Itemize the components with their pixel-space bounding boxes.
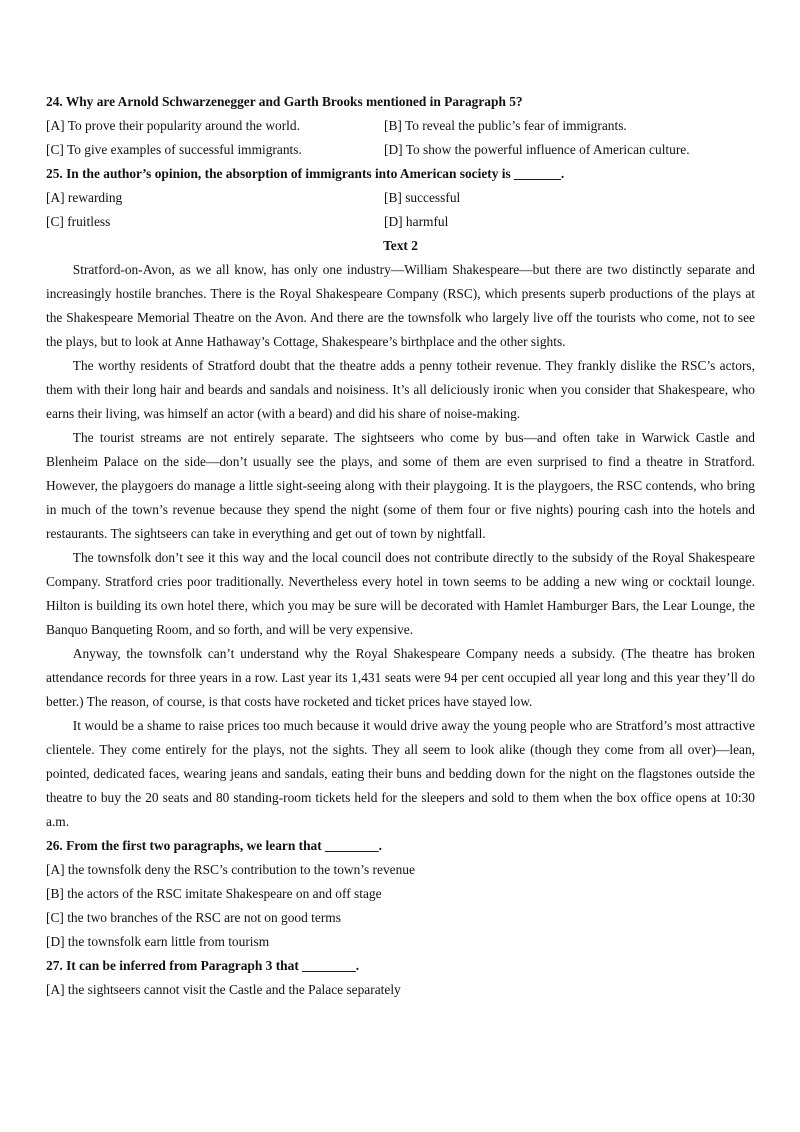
question-26-option-d: [D] the townsfolk earn little from tourism <box>46 934 270 949</box>
question-25-stem: 25. In the author’s opinion, the absorption of immigrants into American society is _______. <box>46 166 565 181</box>
text-2-paragraph-4: The townsfolk don’t see it this way and the local council does not contribute directly to the subsidy of the Royal Shakespeare Company. Stratford cries poor traditionally. Nevertheless every hotel in town seems to be adding a new wing or cocktail lounge. Hilton is building its own hotel there, which you may be sure will be decorated with Hamlet Hamburger Bars, the Lear Lounge, the Banquo Banqueting Room, and so forth, and will be very expensive. <box>46 550 755 637</box>
question-25-options-row-2 <box>46 210 755 234</box>
question-25-option-d: [D] harmful <box>384 214 449 229</box>
question-24-stem: 24. Why are Arnold Schwarzenegger and Garth Brooks mentioned in Paragraph 5? <box>46 94 523 109</box>
text-2-paragraph-1: Stratford-on-Avon, as we all know, has only one industry—William Shakespeare—but there are two distinctly separate and increasingly hostile branches. There is the Royal Shakespeare Company (RSC), which presents superb productions of the plays at the Shakespeare Memorial Theatre on the Avon. And there are the townsfolk who largely live off the tourists who come, not to see the plays, but to look at Anne Hathaway’s Cottage, Shakespeare’s birthplace and the other sights. <box>46 262 755 349</box>
text-2-title: Text 2 <box>383 238 418 253</box>
exam-page <box>46 90 755 1002</box>
question-25-option-c: [C] fruitless <box>46 214 111 229</box>
text-2-paragraph-5: Anyway, the townsfolk can’t understand why the Royal Shakespeare Company needs a subsidy. (The theatre has broken attendance records for three years in a row. Last year its 1,431 seats were 94 per cent occupied all year long and this year they’ll do better.) The reason, of course, is that costs have rocketed and ticket prices have stayed low. <box>46 646 755 709</box>
question-25-options-row-1 <box>46 186 755 210</box>
question-26-stem: 26. From the first two paragraphs, we learn that ________. <box>46 838 382 853</box>
text-2-paragraph-6: It would be a shame to raise prices too much because it would drive away the young people who are Stratford’s most attractive clientele. They come entirely for the plays, not the sights. They all seem to look alike (though they come from all over)—lean, pointed, dedicated faces, wearing jeans and sandals, eating their buns and bedding down for the night on the flagstones outside the theatre to buy the 20 seats and 80 standing-room tickets held for the sleepers and sold to them when the box office opens at 10:30 a.m. <box>46 718 755 829</box>
question-26-option-c: [C] the two branches of the RSC are not on good terms <box>46 910 341 925</box>
question-26-option-a: [A] the townsfolk deny the RSC’s contribution to the town’s revenue <box>46 862 415 877</box>
question-24-option-b: [B] To reveal the public’s fear of immigrants. <box>384 118 627 133</box>
question-25-option-b: [B] successful <box>384 190 461 205</box>
question-24-option-d: [D] To show the powerful influence of American culture. <box>384 142 690 157</box>
question-26-option-b: [B] the actors of the RSC imitate Shakespeare on and off stage <box>46 886 382 901</box>
question-27-stem: 27. It can be inferred from Paragraph 3 that ________. <box>46 958 360 973</box>
question-24-option-c: [C] To give examples of successful immigrants. <box>46 142 302 157</box>
question-27-option-a: [A] the sightseers cannot visit the Castle and the Palace separately <box>46 982 401 997</box>
question-24-options-row-2 <box>46 138 755 162</box>
text-2-paragraph-3: The tourist streams are not entirely separate. The sightseers who come by bus—and often take in Warwick Castle and Blenheim Palace on the side—don’t usually see the plays, and some of them are even surprised to find a theatre in Stratford. However, the playgoers do manage a little sight-seeing along with their playgoing. It is the playgoers, the RSC contends, who bring in much of the town’s revenue because they spend the night (some of them four or five nights) pouring cash into the hotels and restaurants. The sightseers can take in everything and get out of town by nightfall. <box>46 430 755 541</box>
question-24-options-row-1 <box>46 114 755 138</box>
text-2-paragraph-2: The worthy residents of Stratford doubt that the theatre adds a penny totheir revenue. They frankly dislike the RSC’s actors, them with their long hair and beards and sandals and noisiness. It’s all deliciously ironic when you consider that Shakespeare, who earns their living, was himself an actor (with a beard) and did his share of noise-making. <box>46 358 755 421</box>
question-25-option-a: [A] rewarding <box>46 190 123 205</box>
question-24-option-a: [A] To prove their popularity around the world. <box>46 118 300 133</box>
